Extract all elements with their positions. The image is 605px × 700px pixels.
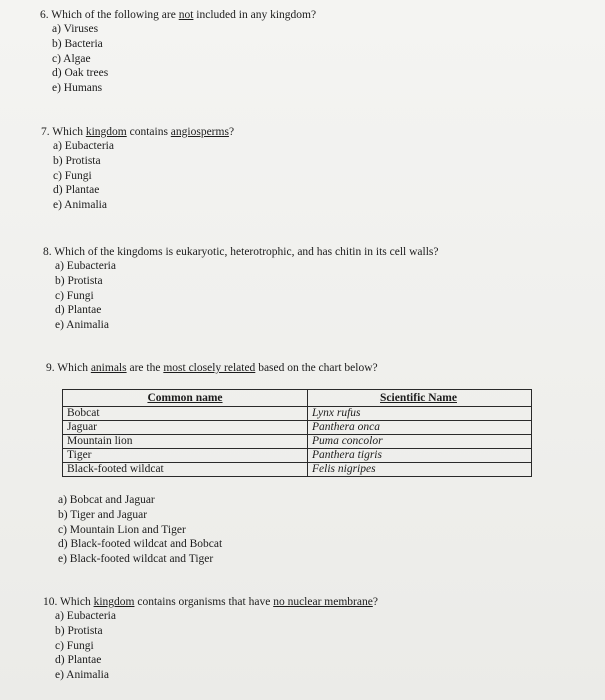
table-header-row — [63, 390, 532, 407]
emphasis-kingdom: kingdom — [93, 596, 135, 608]
answer-options — [40, 22, 316, 96]
option-d: d) Plantae — [55, 654, 102, 667]
question-number: 9. — [46, 362, 55, 374]
option-a: a) Bobcat and Jaguar — [58, 494, 155, 506]
question-number: 7. — [41, 126, 50, 138]
option-b: b) Protista — [55, 274, 103, 287]
table-row — [63, 421, 532, 435]
species-chart — [62, 389, 532, 477]
answer-options — [43, 609, 378, 683]
question-text: contains — [126, 126, 171, 138]
question-text: Which — [57, 362, 91, 374]
scientific-name-cell: Lynx rufus — [308, 407, 532, 421]
option-d: d) Plantae — [55, 304, 102, 317]
option-b: b) Bacteria — [52, 37, 103, 50]
question-7 — [41, 125, 234, 213]
scientific-name-cell: Puma concolor — [308, 435, 532, 449]
question-text: are the — [126, 362, 164, 374]
table-row — [63, 407, 532, 421]
option-a: a) Eubacteria — [55, 610, 116, 622]
emphasis-no-nuclear-membrane: no nuclear membrane — [273, 596, 373, 608]
question-text: contains organisms that have — [134, 596, 274, 608]
option-d: d) Oak trees — [52, 67, 109, 80]
option-c: c) Mountain Lion and Tiger — [58, 523, 186, 536]
question-text: ? — [228, 126, 235, 138]
option-c: c) Fungi — [53, 169, 92, 182]
option-e: e) Animalia — [55, 669, 109, 682]
question-9-options — [46, 493, 222, 567]
option-c: c) Fungi — [55, 289, 94, 302]
question-9 — [46, 361, 378, 375]
emphasis-kingdom: kingdom — [85, 126, 127, 138]
option-a: a) Eubacteria — [55, 260, 116, 272]
emphasis-not: not — [178, 9, 194, 21]
table-row — [63, 449, 532, 463]
common-name-cell: Bobcat — [63, 407, 308, 421]
question-text: Which of the following are — [51, 9, 179, 21]
question-text: ? — [372, 596, 378, 608]
answer-options — [41, 139, 234, 213]
question-number: 6. — [40, 9, 49, 21]
question-6 — [40, 8, 316, 96]
question-9-stem — [46, 361, 378, 375]
column-header-common-name: Common name — [63, 390, 308, 407]
option-e: e) Black-footed wildcat and Tiger — [58, 553, 214, 566]
option-e: e) Animalia — [53, 199, 107, 212]
option-b: b) Protista — [55, 624, 103, 637]
emphasis-animals: animals — [90, 362, 127, 374]
question-text: included in any kingdom? — [193, 9, 317, 21]
option-d: d) Black-footed wildcat and Bobcat — [58, 538, 223, 551]
question-text: Which — [60, 596, 94, 608]
scientific-name-cell: Panthera tigris — [308, 449, 532, 463]
answer-options — [43, 259, 439, 333]
option-b: b) Protista — [53, 154, 101, 167]
answer-options — [46, 493, 222, 567]
column-header-scientific-name: Scientific Name — [308, 390, 532, 407]
option-c: c) Fungi — [55, 639, 94, 652]
common-name-cell: Mountain lion — [63, 435, 308, 449]
option-a: a) Viruses — [52, 23, 99, 35]
option-e: e) Animalia — [55, 319, 109, 332]
emphasis-angiosperms: angiosperms — [170, 126, 229, 138]
scientific-name-cell: Felis nigripes — [308, 463, 532, 477]
question-7-stem — [41, 125, 234, 139]
question-8 — [43, 245, 439, 333]
question-number: 10. — [43, 596, 58, 608]
option-e: e) Humans — [52, 82, 103, 95]
question-8-stem — [43, 245, 439, 259]
question-text: Which — [52, 126, 86, 138]
option-d: d) Plantae — [53, 184, 100, 197]
table-row — [63, 435, 532, 449]
question-6-stem — [40, 8, 316, 22]
emphasis-most-closely-related: most closely related — [163, 362, 256, 374]
question-text: Which of the kingdoms is eukaryotic, heterotrophic, and has chitin in its cell walls? — [54, 246, 439, 258]
question-10-stem — [43, 595, 378, 609]
option-c: c) Algae — [52, 52, 91, 65]
common-name-cell: Black-footed wildcat — [63, 463, 308, 477]
option-b: b) Tiger and Jaguar — [58, 508, 148, 521]
option-a: a) Eubacteria — [53, 140, 114, 152]
common-name-cell: Jaguar — [63, 421, 308, 435]
question-10 — [43, 595, 378, 683]
common-name-cell: Tiger — [63, 449, 308, 463]
scientific-name-cell: Panthera onca — [308, 421, 532, 435]
question-text: based on the chart below? — [255, 362, 378, 374]
question-number: 8. — [43, 246, 52, 258]
table-row — [63, 463, 532, 477]
